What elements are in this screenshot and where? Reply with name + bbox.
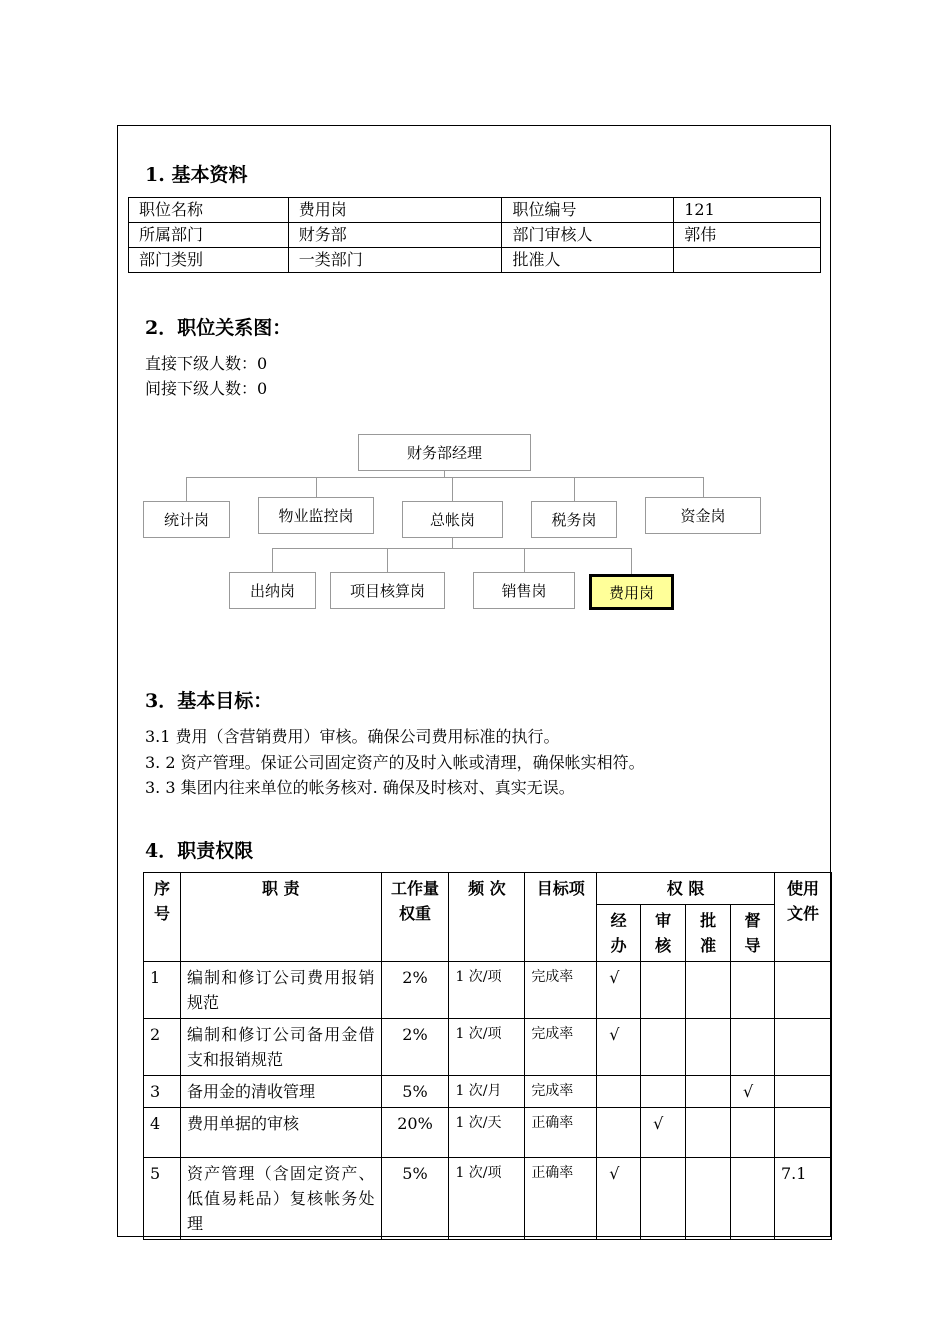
cell-a2 bbox=[641, 1019, 686, 1076]
col-freq: 频 次 bbox=[449, 873, 525, 962]
col-duty: 职 责 bbox=[180, 873, 381, 962]
cell-a1 bbox=[597, 1108, 641, 1158]
cell-doc bbox=[775, 1108, 832, 1158]
cell-w: 2% bbox=[381, 1019, 449, 1076]
basic-info-table bbox=[128, 197, 821, 273]
cell-n: 4 bbox=[144, 1108, 181, 1158]
org-box-statistics: 统计岗 bbox=[143, 501, 230, 538]
table-row bbox=[144, 962, 832, 1019]
cell-doc bbox=[775, 1019, 832, 1076]
info-cell: 费用岗 bbox=[288, 198, 502, 223]
org-box-general-ledger: 总帐岗 bbox=[402, 501, 503, 538]
cell-a3 bbox=[686, 1076, 731, 1108]
cell-a4 bbox=[731, 1019, 775, 1076]
info-row bbox=[129, 198, 821, 223]
info-cell: 财务部 bbox=[288, 223, 502, 248]
cell-n: 1 bbox=[144, 962, 181, 1019]
col-doc: 使用文件 bbox=[775, 873, 832, 962]
section-1-heading: 1. 基本资料 bbox=[145, 164, 248, 186]
org-box-property-monitor: 物业监控岗 bbox=[258, 497, 374, 534]
cell-t: 完成率 bbox=[525, 962, 597, 1019]
table-row bbox=[144, 1108, 832, 1158]
org-box-cashier: 出纳岗 bbox=[229, 572, 316, 609]
info-cell: 121 bbox=[674, 198, 821, 223]
info-cell: 职位名称 bbox=[129, 198, 289, 223]
info-cell: 批准人 bbox=[502, 248, 674, 273]
cell-doc: 7.1 bbox=[775, 1158, 832, 1240]
section-3-heading: 3．基本目标： bbox=[145, 690, 273, 712]
cell-f: 1 次/项 bbox=[449, 1158, 525, 1240]
cell-a2 bbox=[641, 962, 686, 1019]
org-box-project-accounting: 项目核算岗 bbox=[330, 572, 445, 609]
cell-a3 bbox=[686, 1158, 731, 1240]
info-cell: 部门审核人 bbox=[502, 223, 674, 248]
cell-t: 正确率 bbox=[525, 1158, 597, 1240]
info-cell: 职位编号 bbox=[502, 198, 674, 223]
cell-a1: √ bbox=[597, 1019, 641, 1076]
col-auth-approve: 批准 bbox=[686, 905, 731, 962]
org-box-sales: 销售岗 bbox=[473, 572, 575, 609]
cell-a3 bbox=[686, 1108, 731, 1158]
cell-a1: √ bbox=[597, 962, 641, 1019]
cell-a4 bbox=[731, 1158, 775, 1240]
cell-f: 1 次/项 bbox=[449, 1019, 525, 1076]
col-auth-handle: 经办 bbox=[597, 905, 641, 962]
cell-t: 完成率 bbox=[525, 1076, 597, 1108]
cell-duty: 备用金的清收管理 bbox=[180, 1076, 381, 1108]
cell-a1 bbox=[597, 1076, 641, 1108]
cell-w: 5% bbox=[381, 1158, 449, 1240]
cell-n: 2 bbox=[144, 1019, 181, 1076]
cell-a2 bbox=[641, 1158, 686, 1240]
cell-duty: 编制和修订公司费用报销规范 bbox=[180, 962, 381, 1019]
info-row bbox=[129, 248, 821, 273]
cell-a3 bbox=[686, 1019, 731, 1076]
org-box-expense-highlighted: 费用岗 bbox=[589, 574, 674, 610]
cell-a2: √ bbox=[641, 1108, 686, 1158]
indirect-subordinates: 间接下级人数：0 bbox=[145, 379, 268, 398]
table-row bbox=[144, 1019, 832, 1076]
col-target: 目标项 bbox=[525, 873, 597, 962]
cell-f: 1 次/月 bbox=[449, 1076, 525, 1108]
info-row bbox=[129, 223, 821, 248]
org-box-tax: 税务岗 bbox=[531, 501, 617, 538]
cell-w: 20% bbox=[381, 1108, 449, 1158]
direct-subordinates: 直接下级人数：0 bbox=[145, 354, 268, 373]
col-seq: 序号 bbox=[144, 873, 181, 962]
info-cell: 部门类别 bbox=[129, 248, 289, 273]
cell-a3 bbox=[686, 962, 731, 1019]
cell-a4: √ bbox=[731, 1076, 775, 1108]
section-4-heading: 4．职责权限 bbox=[145, 840, 254, 862]
org-box-funds: 资金岗 bbox=[645, 497, 761, 534]
cell-w: 5% bbox=[381, 1076, 449, 1108]
col-auth-review: 审核 bbox=[641, 905, 686, 962]
info-cell: 一类部门 bbox=[288, 248, 502, 273]
cell-n: 3 bbox=[144, 1076, 181, 1108]
cell-a2 bbox=[641, 1076, 686, 1108]
org-box-manager: 财务部经理 bbox=[358, 434, 531, 471]
cell-duty: 编制和修订公司备用金借支和报销规范 bbox=[180, 1019, 381, 1076]
cell-n: 5 bbox=[144, 1158, 181, 1240]
cell-a4 bbox=[731, 962, 775, 1019]
cell-a1: √ bbox=[597, 1158, 641, 1240]
col-auth-supervise: 督导 bbox=[731, 905, 775, 962]
info-cell bbox=[674, 248, 821, 273]
section-2-heading: 2．职位关系图： bbox=[145, 317, 292, 339]
cell-f: 1 次/天 bbox=[449, 1108, 525, 1158]
table-row bbox=[144, 1158, 832, 1240]
cell-w: 2% bbox=[381, 962, 449, 1019]
cell-duty: 费用单据的审核 bbox=[180, 1108, 381, 1158]
cell-duty: 资产管理（含固定资产、低值易耗品）复核帐务处理 bbox=[180, 1158, 381, 1240]
cell-doc bbox=[775, 962, 832, 1019]
goal-3: 3. 3 集团内往来单位的帐务核对. 确保及时核对、真实无误。 bbox=[145, 778, 575, 797]
cell-doc bbox=[775, 1076, 832, 1108]
info-cell: 郭伟 bbox=[674, 223, 821, 248]
info-cell: 所属部门 bbox=[129, 223, 289, 248]
col-weight: 工作量权重 bbox=[381, 873, 449, 962]
cell-f: 1 次/项 bbox=[449, 962, 525, 1019]
goal-2: 3. 2 资产管理。保证公司固定资产的及时入帐或清理，确保帐实相符。 bbox=[145, 753, 645, 772]
duties-table bbox=[143, 872, 832, 1240]
cell-a4 bbox=[731, 1108, 775, 1158]
goal-1: 3.1 费用（含营销费用）审核。确保公司费用标准的执行。 bbox=[145, 727, 560, 746]
cell-t: 正确率 bbox=[525, 1108, 597, 1158]
cell-t: 完成率 bbox=[525, 1019, 597, 1076]
table-row bbox=[144, 1076, 832, 1108]
col-authority: 权 限 bbox=[597, 873, 775, 905]
